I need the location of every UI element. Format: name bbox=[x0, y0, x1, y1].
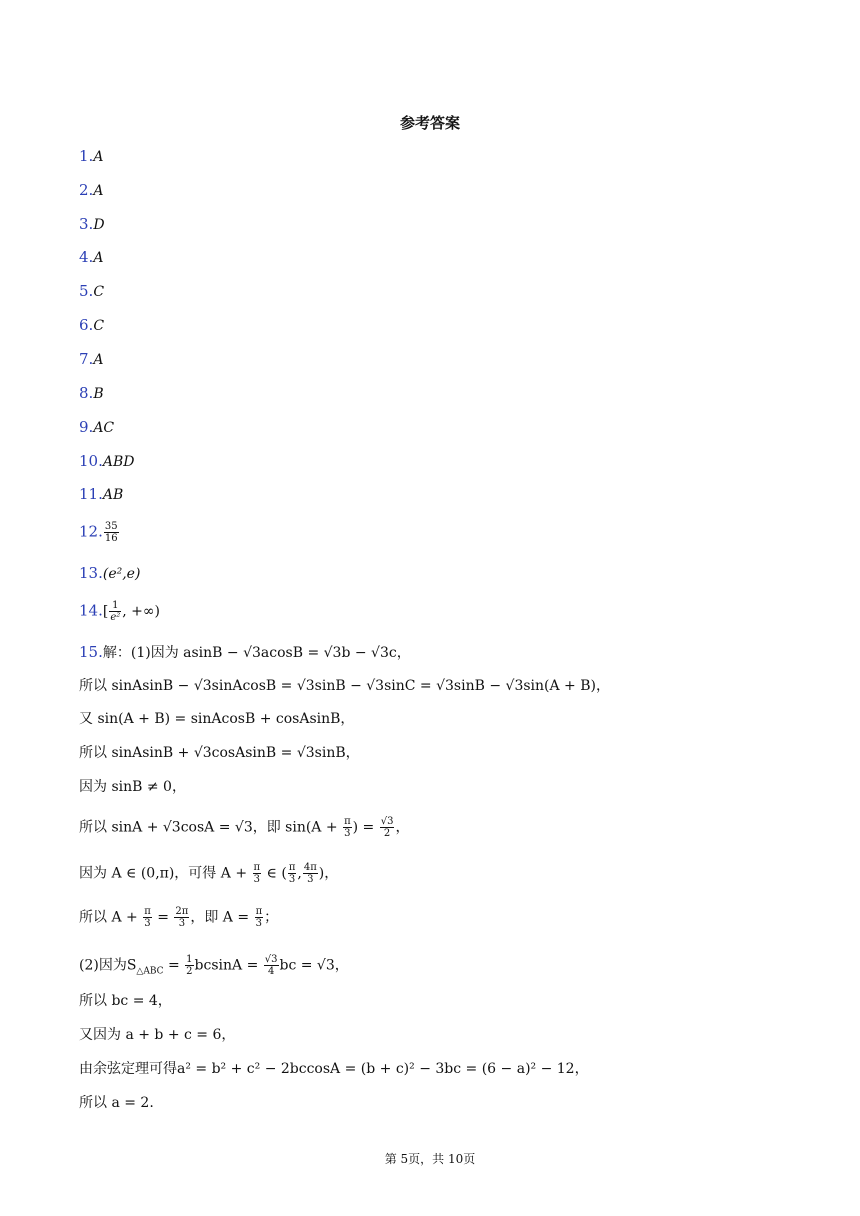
fraction: $\frac{√3}{4}$ bbox=[264, 954, 278, 977]
solution-line: 又 sin(A + B) = sinAcosB + cosAsinB， bbox=[79, 711, 355, 727]
answer-line-12: 12. $\frac{35}{16}$ bbox=[79, 521, 118, 544]
fraction: $\frac{2\pi}{3}$ bbox=[175, 906, 189, 929]
answer-line: 8.B bbox=[79, 384, 104, 402]
fraction: $\frac{1}{2}$ bbox=[186, 954, 193, 977]
answer-line: 2.A bbox=[79, 181, 104, 199]
fraction: $\frac{35}{16}$ bbox=[104, 521, 118, 544]
answer-line-14: 14.[ $\frac{1}{\text{e²}}$ , +∞) bbox=[79, 600, 161, 623]
fraction: $\frac{\pi}{3}$ bbox=[253, 862, 261, 885]
answer-line: 1.A bbox=[79, 147, 104, 165]
answer-line: 7.A bbox=[79, 350, 104, 368]
answer-line: 10.ABD bbox=[79, 452, 135, 470]
solution-line: 所以 sinAsinB + √3cosAsinB = √3sinB， bbox=[79, 745, 360, 761]
solution-line: 又因为 a + b + c = 6， bbox=[79, 1027, 236, 1043]
solution-line: 所以 a = 2. bbox=[79, 1095, 154, 1111]
answer-line-13: 13.(e²,e) bbox=[79, 564, 141, 582]
page-title: 参考答案 bbox=[399, 114, 460, 132]
page-footer: 第 5页，共 10页 bbox=[384, 1152, 476, 1166]
solution-line: (2)因为$S_{\triangle ABC}$ = $\frac{1}{2}$ bcsinA = $\frac{√3}{4}$ bc = √3， bbox=[79, 954, 349, 977]
fraction: $\frac{\pi}{3}$ bbox=[144, 906, 151, 929]
answer-line: 11.AB bbox=[79, 485, 124, 503]
answer-line: 3.D bbox=[79, 215, 105, 233]
fraction: $\frac{√3}{2}$ bbox=[380, 816, 394, 839]
fraction: $\frac{4\pi}{3}$ bbox=[303, 862, 317, 885]
solution-line: 15.解：(1)因为 asinB − √3acosB = √3b − √3c， bbox=[79, 643, 411, 661]
solution-line: 所以 sinAsinB − √3sinAcosB = √3sinB − √3sinC = √3sinB − √3sin(A + B)， bbox=[79, 678, 610, 694]
solution-line: 因为 A ∈ (0,π)，可得 A + $\frac{\pi}{3}$ ∈ ( $\frac{\pi}{3}$ , $\frac{4\pi}{3}$ )， bbox=[79, 862, 339, 885]
solution-line: 所以 bc = 4， bbox=[79, 993, 172, 1009]
answer-line: 5.C bbox=[79, 282, 105, 300]
answer-line: 9.AC bbox=[79, 418, 115, 436]
fraction: $\frac{\pi}{3}$ bbox=[344, 816, 351, 839]
solution-line: 所以 A + $\frac{\pi}{3}$ = $\frac{2\pi}{3}$ ，即 A = $\frac{\pi}{3}$ ； bbox=[79, 906, 279, 929]
fraction: $\frac{\pi}{3}$ bbox=[255, 906, 263, 929]
solution-line: 所以 sinA + √3cosA = √3，即 sin(A + $\frac{\pi}{3}$ ) = $\frac{√3}{2}$ ， bbox=[79, 816, 410, 839]
solution-line: 由余弦定理可得a² = b² + c² − 2bccosA = (b + c)² − 3bc = (6 − a)² − 12， bbox=[79, 1061, 589, 1077]
answer-line: 6.C bbox=[79, 316, 105, 334]
solution-line: 因为 sinB ≠ 0， bbox=[79, 779, 186, 795]
answer-line: 4.A bbox=[79, 248, 104, 266]
fraction: $\frac{\pi}{3}$ bbox=[288, 862, 296, 885]
fraction: $\frac{1}{\text{e²}}$ bbox=[110, 600, 121, 623]
